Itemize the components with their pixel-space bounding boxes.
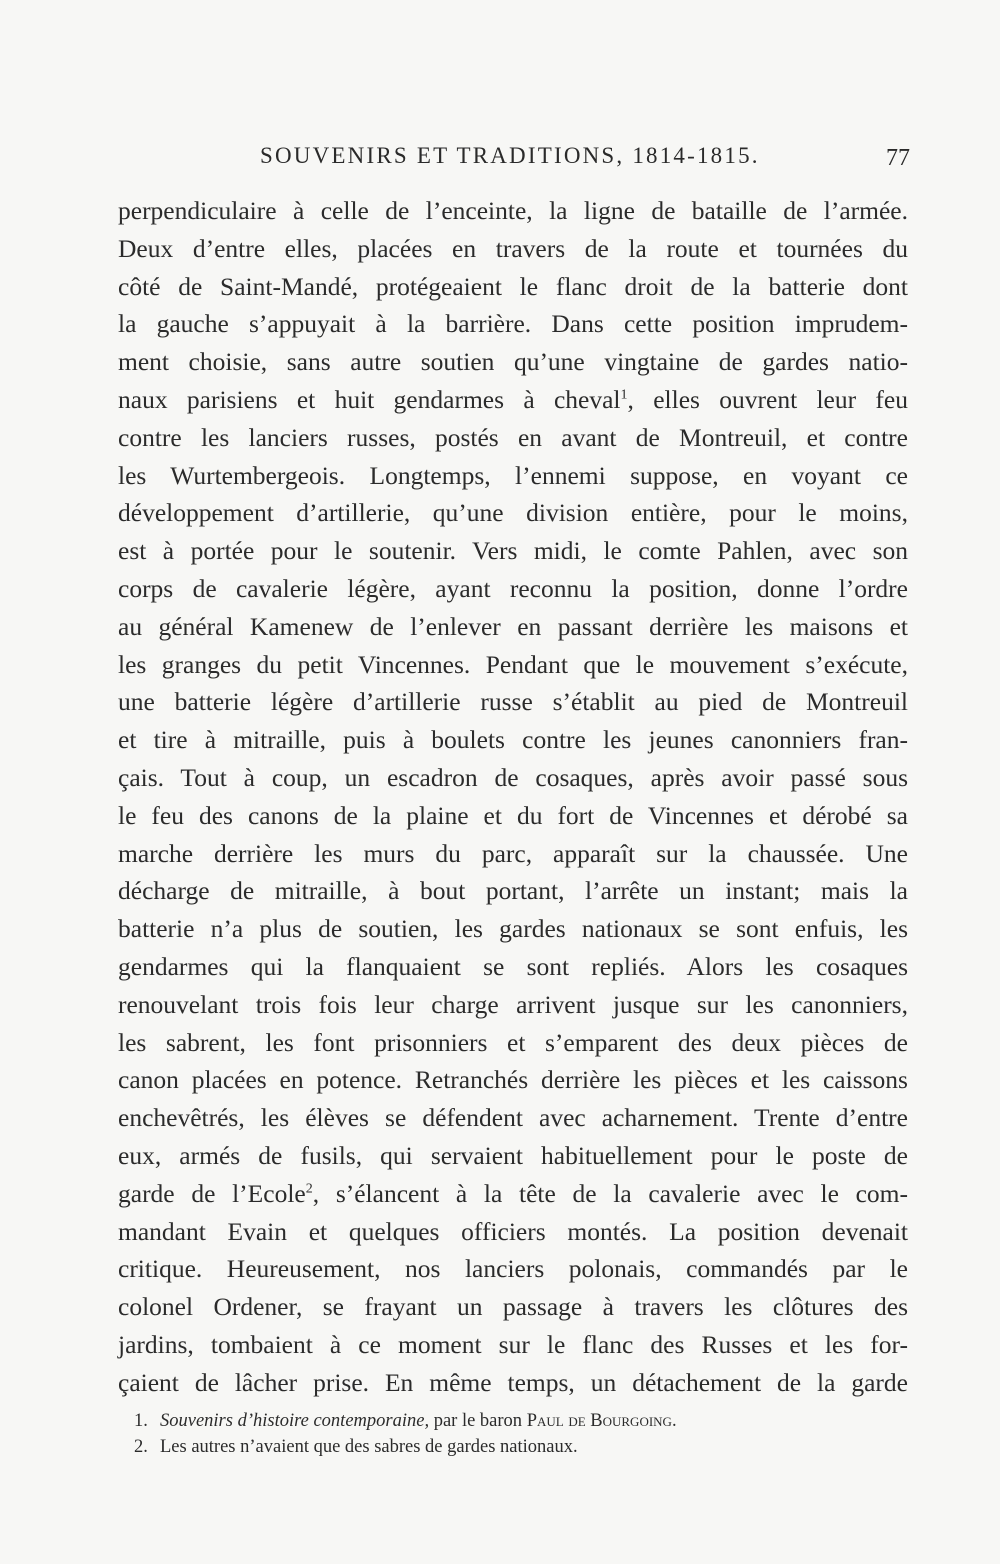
text-line: Deux d’entre elles, placées en travers de la route et tournées du [118,233,908,263]
text-line: batterie n’a plus de soutien, les gardes nationaux se sont enfuis, les [118,914,908,944]
footnote-2 [134,1434,894,1460]
text-line: corps de cavalerie légère, ayant reconnu la position, donne l’ordre [118,573,908,603]
text-line: colonel Ordener, se frayant un passage à travers les clôtures des [118,1292,908,1322]
text-line: les sabrent, les font prisonniers et s’emparent des deux pièces de [118,1027,908,1057]
text-line: critique. Heureusement, nos lanciers polonais, commandés par le [118,1254,908,1284]
text-line: jardins, tombaient à ce moment sur le flanc des Russes et les for- [118,1329,908,1359]
text-line: contre les lanciers russes, postés en avant de Montreuil, et contre [118,422,908,452]
footnote-author: Paul de Bourgoing. [526,1411,677,1431]
footnote-title: Souvenirs d’histoire contemporaine, [160,1411,430,1431]
text-line: est à portée pour le soutenir. Vers midi, le comte Pahlen, avec son [118,536,908,566]
text-line: le feu des canons de la plaine et du fort de Vincennes et dérobé sa [118,800,908,830]
running-title: SOUVENIRS ET TRADITIONS, 1814-1815. [260,143,760,168]
footnote-ref: 2 [305,1181,313,1197]
text-line: canon placées en potence. Retranchés derrière les pièces et les caissons [118,1065,908,1095]
footnote-text: par le baron [429,1411,527,1431]
text-line: côté de Saint-Mandé, protégeaient le flanc droit de la batterie dont [118,271,908,301]
text-line: mandant Evain et quelques officiers montés. La position devenait [118,1216,908,1246]
text-segment: garde de l’Ecole [118,1178,306,1208]
text-line: décharge de mitraille, à bout portant, l’arrête un instant; mais la [118,876,908,906]
page-number: 77 [886,145,910,171]
text-line: ment choisie, sans autre soutien qu’une vingtaine de gardes natio- [118,347,908,377]
footnote-ref: 1 [620,387,628,403]
text-line [118,1175,908,1213]
text-segment: , s’élancent à la tête de la cavalerie avec le com- [312,1178,908,1208]
text-line: les granges du petit Vincennes. Pendant que le mouvement s’exécute, [118,649,908,679]
text-line: gendarmes qui la flanquaient se sont repliés. Alors les cosaques [118,951,908,981]
footnote-number: 2. [134,1437,148,1457]
running-head [120,143,910,173]
body-text [118,192,908,1402]
text-line: développement d’artillerie, qu’une division entière, pour le moins, [118,498,908,528]
text-segment: naux parisiens et huit gendarmes à cheval [118,384,621,414]
text-line: au général Kamenew de l’enlever en passant derrière les maisons et [118,611,908,641]
footnote-text: Les autres n’avaient que des sabres de gardes nationaux. [160,1437,578,1457]
text-line: çaient de lâcher prise. En même temps, un détachement de la garde [118,1367,908,1397]
text-line: les Wurtembergeois. Longtemps, l’ennemi suppose, en voyant ce [118,460,908,490]
footnotes [134,1408,894,1460]
text-line: enchevêtrés, les élèves se défendent avec acharnement. Trente d’entre [118,1103,908,1133]
text-line: et tire à mitraille, puis à boulets contre les jeunes canonniers fran- [118,725,908,755]
text-line: renouvelant trois fois leur charge arrivent jusque sur les canonniers, [118,989,908,1019]
text-line: la gauche s’appuyait à la barrière. Dans cette position imprudem- [118,309,908,339]
text-line: perpendiculaire à celle de l’enceinte, la ligne de bataille de l’armée. [118,196,908,225]
footnote-number: 1. [134,1411,148,1431]
text-line [118,381,908,419]
footnote-1 [134,1408,894,1434]
text-line: marche derrière les murs du parc, apparaît sur la chaussée. Une [118,838,908,868]
text-line: eux, armés de fusils, qui servaient habituellement pour le poste de [118,1140,908,1170]
text-line: çais. Tout à coup, un escadron de cosaques, après avoir passé sous [118,762,908,792]
text-line: une batterie légère d’artillerie russe s’établit au pied de Montreuil [118,687,908,717]
text-segment: , elles ouvrent leur feu [627,384,908,414]
